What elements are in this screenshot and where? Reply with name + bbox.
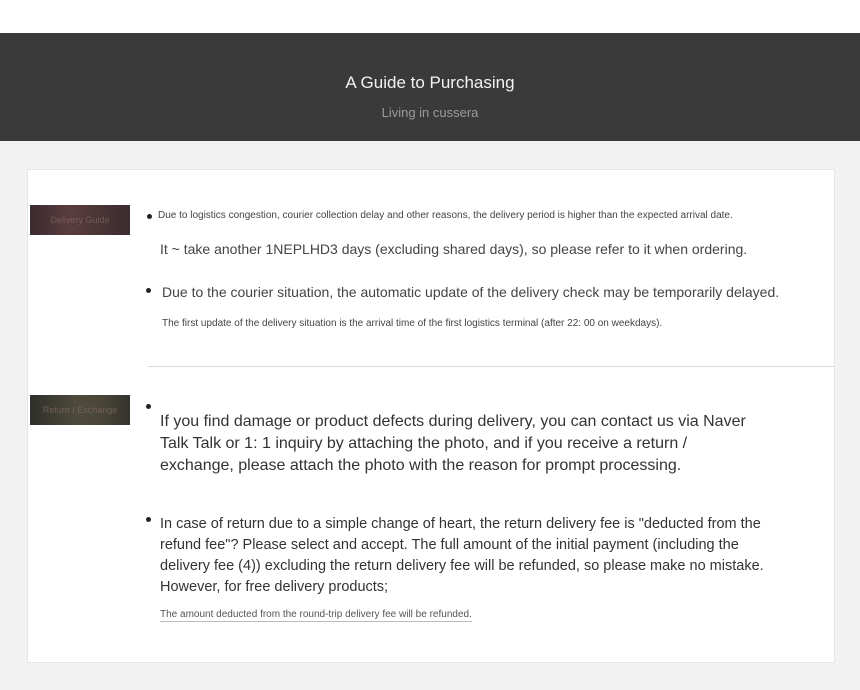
page-title: A Guide to Purchasing (345, 73, 515, 92)
bullet-icon (146, 404, 151, 409)
hero-banner (0, 33, 860, 141)
bullet-icon (146, 517, 151, 522)
top-bar (0, 0, 860, 33)
list-item: Due to logistics congestion, courier collection delay and other reasons, the delivery period is higher than the expected arrival date. (158, 210, 733, 221)
guide-card (27, 169, 835, 663)
section-tag-delivery (30, 205, 130, 235)
section-tag-label: Return / Exchange (42, 405, 118, 415)
page-subtitle: Living in cussera (381, 105, 479, 120)
section-tag-label: Delivery Guide (50, 215, 110, 225)
list-item: The first update of the delivery situation is the arrival time of the first logistics terminal (after 22: 00 on weekdays). (162, 318, 663, 329)
list-item: Due to the courier situation, the automatic update of the delivery check may be temporarily delayed. (162, 284, 780, 300)
section-tag-return (30, 395, 130, 425)
list-item-note: The amount deducted from the round-trip delivery fee will be refunded. (160, 609, 472, 620)
list-item: If you find damage or product defects during delivery, you can contact us via Naver Talk Talk or 1: 1 inquiry by attaching the photo, and if you receive a return / exchange, please attach the photo with the reason for prompt processing. (160, 413, 746, 474)
bullet-icon (146, 288, 151, 293)
bullet-icon (147, 214, 152, 219)
list-item: It ~ take another 1NEPLHD3 days (excluding shared days), so please refer to it when ordering. (160, 241, 748, 257)
list-item: In case of return due to a simple change of heart, the return delivery fee is "deducted from the refund fee"? Please select and accept. The full amount of the initial payment (including the delivery fee (4)) excluding the return delivery fee will be refunded, so please make no mistake. However, for free delivery products; (160, 516, 764, 595)
section-divider (148, 366, 834, 367)
